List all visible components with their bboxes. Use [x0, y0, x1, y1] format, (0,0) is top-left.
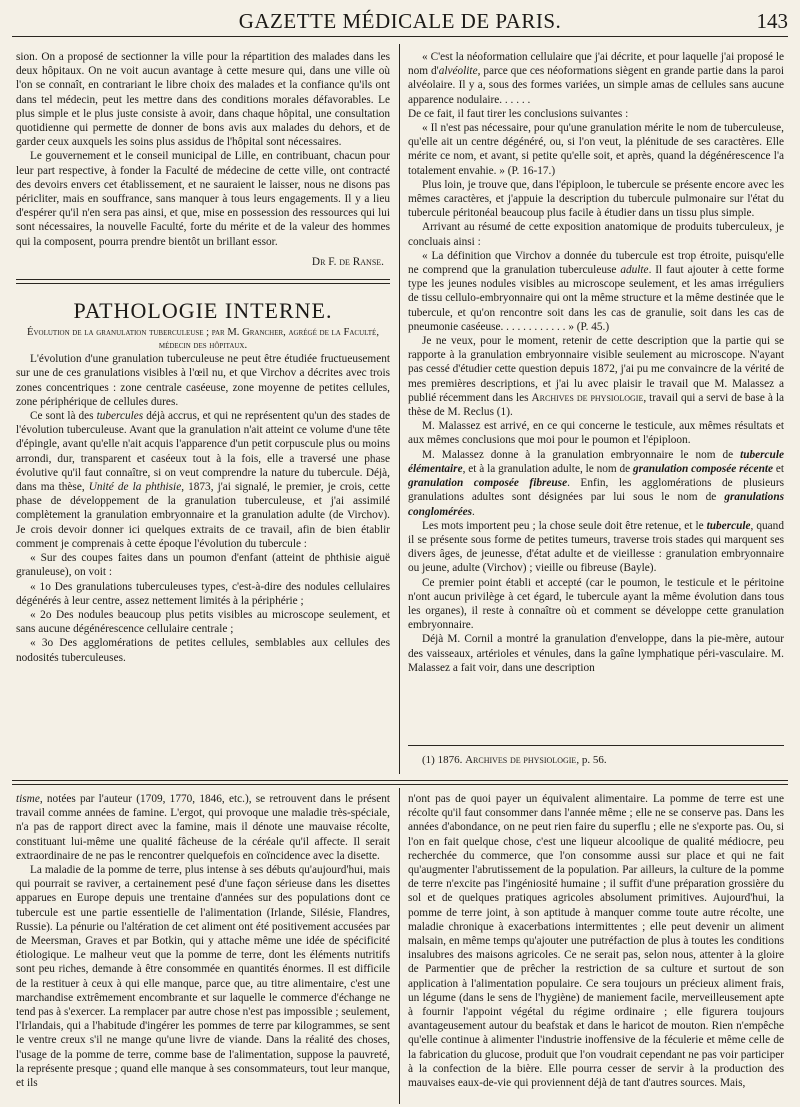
paragraph: Arrivant au résumé de cette exposition anatomique de produits tuberculeux, je concluais ainsi :	[408, 221, 784, 248]
text-run: , travail qui a servi de base à la thèse de M. Reclus (1).	[408, 391, 784, 419]
lower-left-column	[16, 792, 390, 1104]
text-run: , 1873, j'ai signalé, le premier, je crois, cette phase de développement de la granulation tuberculeuse, et j'ai assimilé complètement la granulation embryonnaire et la granulation adulte (de Virchov). Je crois devoir donner ici quelques extraits de ce travail, afin de bien établir comment je comprenais à cette époque l'évolution du tubercule :	[16, 481, 390, 550]
text-run: , parce que ces néoformations siègent en grande partie dans la paroi alvéolaire. Il y a, sous des formes variées, un simple amas de cellules sans aucune apparence nodulaire. . . . . .	[408, 65, 784, 106]
text-run: Je ne veux, pour le moment, retenir de cette description que la partie qui se rapporte à la granulation embryonnaire visible seulement au microscope. N'ayant pas cessé d'étudier cette question depuis 1872, j'ai pu me convaincre de la vérité de mes premières descriptions, et j'ai lu avec plaisir le travail que M. Malassez a publié récemment dans les	[408, 335, 784, 404]
footnote-rule	[408, 745, 784, 746]
article-heading: Évolution de la granulation tuberculeuse ; par M. Grancher, agrégé de la Faculté, médecin des hôpitaux.	[27, 327, 379, 352]
text-run: Les mots importent peu ; la chose seule doit être retenue, et le	[422, 519, 707, 532]
paragraph	[408, 519, 784, 576]
text-run: , quand il se présente sous forme de petites tumeurs, traverse trois stades qui marquent ses divers âges, de jeunesse, d'état adulte et de vieillesse : granulation embryonnaire ou jeune, adulte (Virchov) ; vieille ou fibreuse (Bayle).	[408, 519, 784, 575]
emphasis: Unité de la phthisie	[88, 481, 182, 494]
emphasis: tubercule	[706, 519, 751, 532]
text-run: M. Malassez donne à la granulation embryonnaire le nom de	[422, 448, 741, 461]
paragraph: Plus loin, je trouve que, dans l'épiploon, le tubercule se présente encore avec les mêmes caractères, et j'appuie la description du tubercule pulmonaire sur l'état du tubercule péritonéal beaucoup plus facile à étudier dans un tissu plus simple.	[408, 178, 784, 220]
emphasis: tubercules	[96, 410, 144, 423]
quotation: « 1o Des granulations tuberculeuses types, c'est-à-dire des nodules cellulaires dégénérés à leur centre, assez nettement limités à la périphérie ;	[16, 580, 390, 607]
section-divider	[16, 279, 390, 284]
text-run: , et à la granulation adulte, le nom de	[462, 462, 634, 475]
text-run: (1) 1876.	[422, 754, 466, 766]
upper-right-column	[408, 50, 784, 740]
paragraph	[16, 409, 390, 551]
author-signature: Dr F. de Ranse.	[311, 255, 384, 268]
footnote	[408, 753, 784, 769]
paragraph: M. Malassez est arrivé, en ce qui concerne le testicule, aux mêmes résultats et aux mêmes conclusions que moi pour le poumon et l'épiploon.	[408, 420, 784, 447]
journal-reference: Archives de physiologie	[465, 754, 577, 766]
quotation: « 2o Des nodules beaucoup plus petits visibles au microscope seulement, et sans aucune dégénérescence cellulaire centrale ;	[16, 608, 390, 636]
text-run: Ce sont là des	[30, 410, 97, 423]
page-header	[12, 0, 788, 37]
paragraph: n'ont pas de quoi payer un équivalent alimentaire. La pomme de terre est une récolte qu'il faut consommer dans l'année même ; elle ne se conserve pas. Dans les années d'abondance, on ne peut rien faire du superflu ; elle ne s'exporte pas. Ou, si l'on en fait quelque chose, c'est une liqueur alcoolique de qualité médiocre, peu recherchée du commerce, que l'on consomme aussi sur place et qui ne fait qu'augmenter l'abrutissement de la population. Par ailleurs, la culture de la pomme de terre n'excite pas l'ingéniosité humaine ; il suffit d'une préparation grossière du sol et de quelques pratiques agricoles absolument primitives. Aujourd'hui, la pomme de terre joint, à son aptitude à manquer comme toute autre récolte, une maladie chronique à exacerbations intermittentes ; elle peut devenir un aliment malsain, en même temps qu'ajouter une putréfaction de plus à toutes les conditions insalubres des maisons agricoles. Ce ne serait pas, selon nous, attenter à la gloire de Parmentier que de prêcher la restriction de sa culture et surtout de son application à l'alimentation populaire. Ce sera toujours un précieux aliment frais, un légume (dans le sens de l'hygiène) de maniement facile, merveilleusement apte à fournir l'appoint végétal du régime ordinaire ; elle figurera toujours avantageusement autour du beafstak et dans le haricot de mouton. Rien n'empêche qu'elle continue à alimenter l'industrie inoffensive de la féculerie et même celle de la fabrication du glucose, produit que l'on voudrait cependant ne pas voir participer à la confection de la bière. Elle pourra cesser de servir à la production des mauvaises eaux-de-vie qui proviennent déjà de tant d'autres sources. Mais,	[408, 793, 784, 1090]
paragraph	[408, 334, 784, 419]
footnote-text	[408, 753, 784, 767]
section-title: PATHOLOGIE INTERNE.	[73, 298, 333, 324]
paragraph	[408, 448, 784, 519]
column-rule	[399, 788, 400, 1104]
text-run: « C'est la néoformation cellulaire que j'ai décrite, et pour laquelle j'ai proposé le nom d'	[408, 51, 784, 78]
quotation: « Sur des coupes faites dans un poumon d'enfant (atteint de phthisie aiguë granuleuse), on voit :	[16, 552, 390, 579]
quotation	[408, 50, 784, 107]
emphasis: granulations conglomérées	[408, 491, 784, 518]
text-run: . Il faut ajouter à cette forme type les jeunes nodules visibles au microscope seulement, et les amas irréguliers de tissu cellulo-embryonnaire qui ont la même structure et la même destinée que le tubercule, et qu'on rencontre soit dans les cas de granulie, soit dans les cas de pneumonie caséeuse. . . . . . . . . . . . » (P. 45.)	[408, 264, 784, 333]
paragraph: sion. On a proposé de sectionner la ville pour la répartition des malades dans les deux hôpitaux. On ne voit aucun avantage à cette mesure qui, dans une ville où l'on se connaît, en contrariant le libre choix des malades et la confiance qu'ils ont dans tel médecin, peut les mettre dans des conditions morales défavorables. Le plus simple et le plus juste consiste à avoir, dans chaque hôpital, une consultation quotidienne qui permette de donner de bons avis aux malades du dehors, et de garder ceux auxquels les soins plus assidus de l'hôpital sont nécessaires.	[16, 51, 390, 149]
emphasis: granulation composée récente	[633, 462, 773, 475]
paragraph: Déjà M. Cornil a montré la granulation d'enveloppe, dans la pie-mère, autour des vaisseaux, artérioles et vénules, dans la gaîne lymphatique péri-vasculaire. M. Malassez a fait voir, dans une description	[408, 633, 784, 674]
paragraph: Ce premier point établi et accepté (car le poumon, le testicule et le péritoine n'ont aucun privilège à cet égard, le tubercule ayant la même évolution dans tous les organes), il reste à connaître où et comment se développe cette granulation embryonnaire.	[408, 576, 784, 632]
quotation: « 3o Des agglomérations de petites cellules, semblables aux cellules des nodosités tuberculeuses.	[16, 637, 390, 664]
journal-title: GAZETTE MÉDICALE DE PARIS.	[238, 9, 562, 33]
emphasis: tubercule élémentaire	[408, 448, 784, 475]
quotation: « Il n'est pas nécessaire, pour qu'une granulation mérite le nom de tuberculeuse, qu'elle ait un centre dégénéré, ou, si l'on veut, la plénitude de ses caractères. Elle mérite ce nom, et avant, si petite qu'elle soit, et après, quand la dégénérescence l'a totalement envahie. » (P. 16-17.)	[408, 122, 784, 177]
quotation	[408, 249, 784, 334]
text-run: et	[773, 462, 784, 475]
column-rule	[399, 44, 400, 774]
text-run: , notées par l'auteur (1709, 1770, 1846, etc.), se retrouvent dans le présent travail comme années de famine. L'ergot, qui provoque une maladie très-spéciale, n'a pas de rapport direct avec la famine, mais il dénote une mauvaise récolte, constituant lui-même une qualité fâcheuse de la céréale qu'il affecte. Il serait extraordinaire de ne pas le rencontrer quelquefois en coïncidence avec la disette.	[16, 793, 390, 862]
page-divider	[12, 780, 788, 785]
text-run: .	[472, 505, 475, 518]
emphasis: adulte	[620, 264, 649, 277]
paragraph: Le gouvernement et le conseil municipal de Lille, en contribuant, chacun pour leur part respective, à fonder la Faculté de médecine de cette ville, ont contracté des devoirs envers cet établissement, et ne sauraient le laisser, nous ne disons pas péricliter, mais en souffrance, sans manquer à tous leurs engagements. Il y a lieu d'espérer qu'il n'en sera pas ainsi, et que, mise en possession des ressources qui lui sont nécessaires, la nouvelle Faculté, forte du mérite et de la valeur des hommes qui la composent, pourra prendre bientôt un brillant essor.	[16, 150, 390, 248]
text-run: , p. 56.	[576, 754, 607, 766]
journal-reference: Archives de physiologie	[531, 391, 644, 404]
paragraph: La maladie de la pomme de terre, plus intense à ses débuts qu'aujourd'hui, mais qui pourrait se raviver, a certainement pesé d'une façon sérieuse dans les disettes apparues en Europe depuis une trentaine d'années sur des populations dont ce tubercule est une partie essentielle de l'alimentation (Irlande, Silésie, Flandres, Russie). La pénurie ou l'altération de cet aliment ont été positivement accusées par de Meersman, Graves et par Botkin, qui y attache même une idée de spécificité étiologique. Le malheur veut que la pomme de terre, dont les éléments nutritifs sont peu riches, demande à être consommée en quantités énormes. Il est difficile de la restituer à ceux à qui elle manque, parce que, au titre alimentaire, c'est une marchandise extrêmement encombrante et sur laquelle le commerce d'échange ne tend pas à s'exercer. La remplacer par autre chose n'est pas impossible ; seulement, l'Irlandais, qui a l'habitude d'ingérer les pommes de terre par kilogrammes, se sent le ventre creux s'il ne mange qu'une livre de viande. Dans la réalité des choses, l'usage de la pomme de terre, comme base de l'alimentation, suppose la pauvreté, la représente presque ; quand elle manque à ses consommateurs, tout leur manque, et ils	[16, 864, 390, 1090]
paragraph: L'évolution d'une granulation tuberculeuse ne peut être étudiée fructueusement sur une de ces granulations visibles à l'œil nu, et que Virchov a décrites avec trois zones concentriques : zone centrale caséeuse, zone moyenne de petites cellules, zone périphérique de cellules dures.	[16, 353, 390, 408]
emphasis: tisme	[16, 793, 40, 805]
text-run: déjà accrus, et qui ne représentent qu'un des stades de l'évolution tuberculeuse. Avant que la granulation n'ait atteint ce volume d'une tête d'épingle, avant qu'elle n'ait acquis l'apparence d'un petit corpuscule plus ou moins arrondi, dur, transparent et caséeux tout à la fois, elle a traversé une phase évolutive qu'il faut connaître, si on veut comprendre la nature du tubercule. Déjà, dans ma thèse,	[16, 410, 390, 494]
text-run: . Enfin, les agglomérations de plusieurs granulations adultes sont désignées par lui sous le nom de	[408, 477, 784, 504]
emphasis: alvéolite	[438, 65, 478, 78]
upper-left-column	[16, 50, 390, 762]
lower-right-column	[408, 792, 784, 1104]
page-number: 143	[756, 9, 788, 33]
paragraph: De ce fait, il faut tirer les conclusions suivantes :	[408, 107, 629, 120]
emphasis: granulation composée fibreuse	[408, 477, 568, 490]
paragraph	[16, 792, 390, 863]
text-run: « La définition que Virchov a donnée du tubercule est trop étroite, puisqu'elle ne comprend que la granulation tuberculeuse	[408, 249, 784, 277]
